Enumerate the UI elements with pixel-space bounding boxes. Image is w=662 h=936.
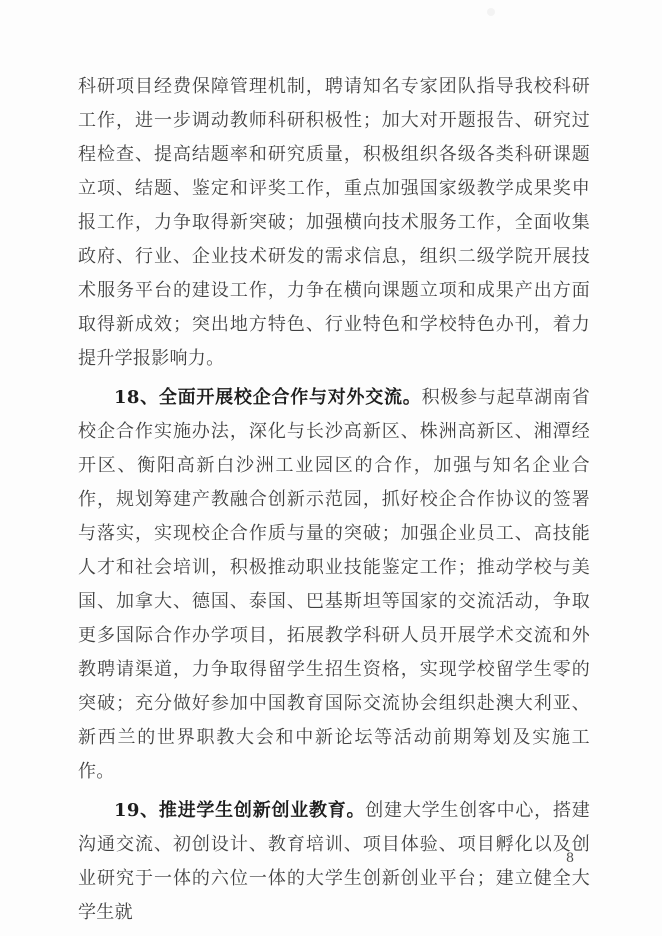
paragraph-continuation	[78, 70, 590, 376]
paragraph-text: 积极参与起草湖南省校企合作实施办法，深化与长沙高新区、株洲高新区、湘潭经开区、衡阳高新白沙洲工业园区的合作，加强与知名企业合作，规划筹建产教融合创新示范园，抓好校企合作协议的签署与落实，实现校企合作质与量的突破；加强企业员工、高技能人才和社会培训，积极推动职业技能鉴定工作；推动学校与美国、加拿大、德国、泰国、巴基斯坦等国家的交流活动，争取更多国际合作办学项目，拓展教学科研人员开展学术交流和外教聘请渠道，力争取得留学生招生资格，实现学校留学生零的突破；充分做好参加中国教育国际交流协会组织赴澳大利亚、新西兰的世界职教大会和中新论坛等活动前期筹划及实施工作。	[78, 387, 590, 782]
section-19-heading: 19、推进学生创新创业教育。	[114, 800, 366, 821]
paragraph-section-19	[78, 794, 590, 930]
scan-smudge-artifact	[487, 8, 495, 16]
section-18-heading: 18、全面开展校企合作与对外交流。	[114, 387, 422, 408]
page-number: 8	[565, 851, 575, 866]
paragraph-text: 创建大学生创客中心，搭建沟通交流、初创设计、教育培训、项目体验、项目孵化以及创业研究于一体的六位一体的大学生创新创业平台；建立健全大学生就	[78, 800, 591, 923]
document-body	[78, 70, 590, 930]
paragraph-text: 科研项目经费保障管理机制，聘请知名专家团队指导我校科研工作，进一步调动教师科研积极性；加大对开题报告、研究过程检查、提高结题率和研究质量，积极组织各级各类科研课题立项、结题、鉴定和评奖工作，重点加强国家级教学成果奖申报工作，力争取得新突破；加强横向技术服务工作，全面收集政府、行业、企业技术研发的需求信息，组织二级学院开展技术服务平台的建设工作，力争在横向课题立项和成果产出方面取得新成效；突出地方特色、行业特色和学校特色办刊，着力提升学报影响力。	[78, 76, 590, 369]
paragraph-section-18	[78, 381, 590, 789]
